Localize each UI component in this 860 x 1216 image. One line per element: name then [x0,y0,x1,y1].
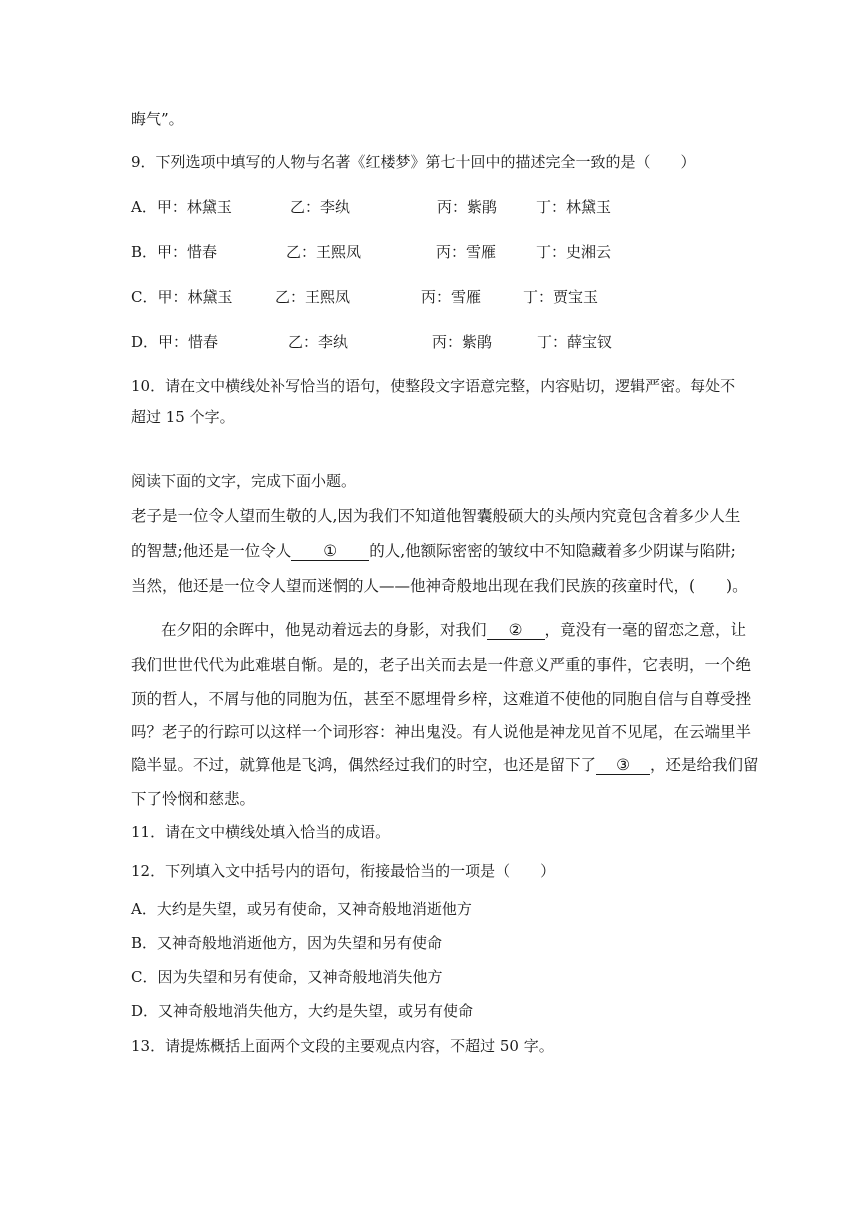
option-d-d: 丁：薛宝钗 [537,333,613,351]
passage-p2-line3: 顶的哲人，不屑与他的同胞为伍，甚至不愿埋骨乡梓，这难道不使他的同胞自信与自尊受挫 [131,690,752,708]
blank-2: ② [487,621,545,640]
blank-3: ③ [596,756,650,775]
passage-p2-line2: 我们世世代代为此难堪自惭。是的，老子出关而去是一件意义严重的事件，它表明，一个绝 [131,656,752,674]
option-b-c: 丙：雪雁 [436,243,497,261]
passage-text: 的人,他额际密密的皱纹中不知隐藏着多少阴谋与陷阱; [369,542,736,560]
passage-p1-line3: 当然，他还是一位令人望而迷惘的人——他神奇般地出现在我们民族的孩童时代，( )。 [131,577,748,595]
passage-p2-line6: 下了怜悯和慈悲。 [131,790,256,808]
question-10-line1: 10．请在文中横线处补写恰当的语句，使整段文字语意完整，内容贴切，逻辑严密。每处不 [131,377,736,395]
option-d-c: 丙：紫鹃 [432,333,493,351]
passage-text: 隐半显。不过，就算他是飞鸿，偶然经过我们的时空，也还是留下了 [131,756,597,774]
option-a-label: A．甲：林黛玉 [131,198,232,216]
question-12-stem: 12．下列填入文中括号内的语句，衔接最恰当的一项是（ ） [131,862,556,880]
option-a-b: 乙：李纨 [290,198,351,216]
question-12-option-a: A．大约是失望，或另有使命，又神奇般地消逝他方 [131,900,472,918]
passage-text: 在夕阳的余晖中，他晃动着远去的身影，对我们 [161,621,487,639]
option-c-b: 乙：王熙凤 [275,288,351,306]
passage-text: 的智慧;他还是一位令人 [131,542,292,560]
passage-p2-line4: 吗？老子的行踪可以这样一个词形容：神出鬼没。有人说他是神龙见首不见尾，在云端里半 [131,723,752,741]
option-a-d: 丁：林黛玉 [536,198,612,216]
passage-text: ，竟没有一毫的留恋之意，让 [544,621,747,639]
passage-p2-line1 [161,620,746,640]
question-12-option-b: B．又神奇般地消逝他方，因为失望和另有使命 [131,934,443,952]
question-9-stem: 9．下列选项中填写的人物与名著《红楼梦》第七十回中的描述完全一致的是（ ） [131,153,696,171]
passage-p1-line1: 老子是一位令人望而生敬的人,因为我们不知道他智囊般硕大的头颅内究竟包含着多少人生 [131,507,741,525]
blank-1: ① [291,542,369,561]
option-a-c: 丙：紫鹃 [437,198,498,216]
option-d-label: D．甲：惜春 [131,333,219,351]
passage-p2-line5 [131,755,759,775]
question-10-line2: 超过 15 个字。 [131,408,235,426]
option-b-d: 丁：史湘云 [536,243,612,261]
question-12-option-c: C．因为失望和另有使命，又神奇般地消失他方 [131,968,443,986]
question-13: 13．请提炼概括上面两个文段的主要观点内容，不超过 50 字。 [131,1037,554,1055]
continuation-text: 晦气”。 [131,110,184,128]
question-11: 11．请在文中横线处填入恰当的成语。 [131,823,391,841]
option-b-b: 乙：王熙凤 [286,243,362,261]
option-d-b: 乙：李纨 [288,333,349,351]
passage-p1-line2 [131,541,736,561]
passage-text: ，还是给我们留 [650,756,759,774]
option-b-label: B．甲：惜春 [131,243,218,261]
reading-intro: 阅读下面的文字，完成下面小题。 [131,472,357,490]
option-c-d: 丁：贾宝玉 [523,288,599,306]
option-c-label: C．甲：林黛玉 [131,288,233,306]
option-c-c: 丙：雪雁 [421,288,482,306]
question-12-option-d: D．又神奇般地消失他方，大约是失望，或另有使命 [131,1002,474,1020]
